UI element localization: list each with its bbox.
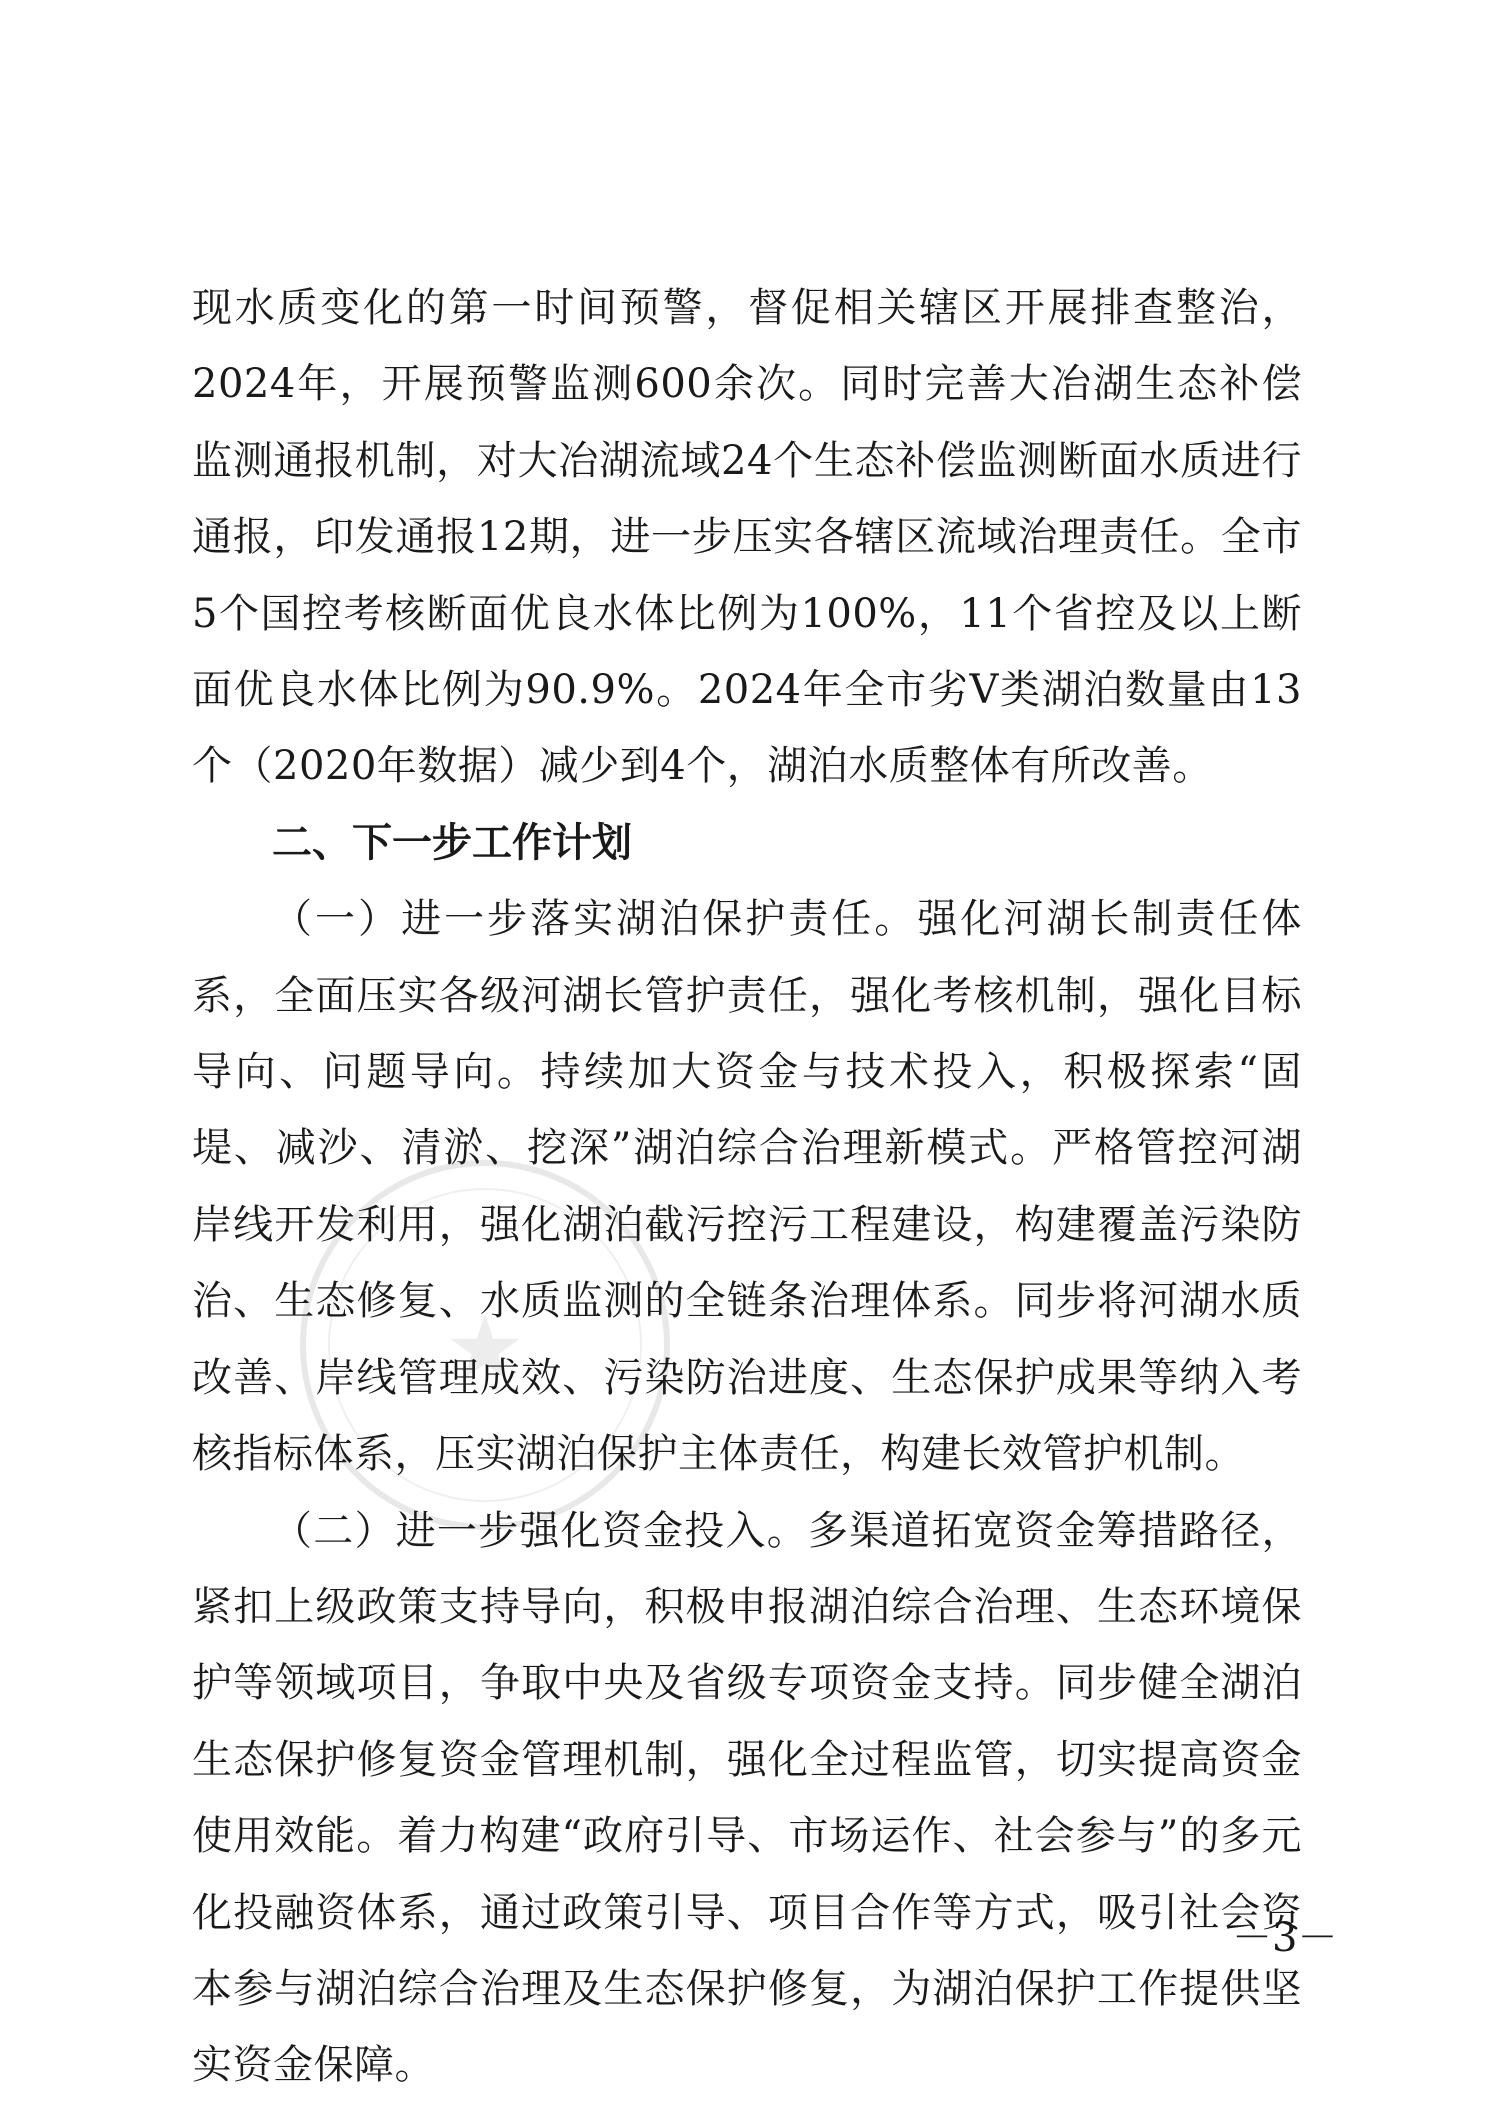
paragraph-water-quality-results: 现水质变化的第一时间预警，督促相关辖区开展排查整治，2024年，开展预警监测600余次。同时完善大冶湖生态补偿监测通报机制，对大冶湖流域24个生态补偿监测断面水质进行通报，印发通报12期，进一步压实各辖区流域治理责任。全市5个国控考核断面优良水体比例为100%，11个省控及以上断面优良水体比例为90.9%。2024年全市劣V类湖泊数量由13个（2020年数据）减少到4个，湖泊水质整体有所改善。 (192, 285, 1302, 790)
document-body (192, 270, 1302, 2104)
page-number: －3－ (1232, 1915, 1338, 1961)
paragraph-lake-protection-responsibility: （一）进一步落实湖泊保护责任。强化河湖长制责任体系，全面压实各级河湖长管护责任，强化考核机制，强化目标导向、问题导向。持续加大资金与技术投入，积极探索“固堤、减沙、清淤、挖深”湖泊综合治理新模式。严格管控河湖岸线开发利用，强化湖泊截污控污工程建设，构建覆盖污染防治、生态修复、水质监测的全链条治理体系。同步将河湖水质改善、岸线管理成效、污染防治进度、生态保护成果等纳入考核指标体系，压实湖泊保护主体责任，构建长效管护机制。 (192, 896, 1302, 1478)
section-heading-next-steps: 二、下一步工作计划 (272, 819, 632, 866)
paragraph-funding-investment: （二）进一步强化资金投入。多渠道拓宽资金筹措路径，紧扣上级政策支持导向，积极申报湖泊综合治理、生态环境保护等领域项目，争取中央及省级专项资金支持。同步健全湖泊生态保护修复资金管理机制，强化全过程监管，切实提高资金使用效能。着力构建“政府引导、市场运作、社会参与”的多元化投融资体系，通过政策引导、项目合作等方式，吸引社会资本参与湖泊综合治理及生态保护修复，为湖泊保护工作提供坚实资金保障。 (192, 1507, 1302, 2089)
